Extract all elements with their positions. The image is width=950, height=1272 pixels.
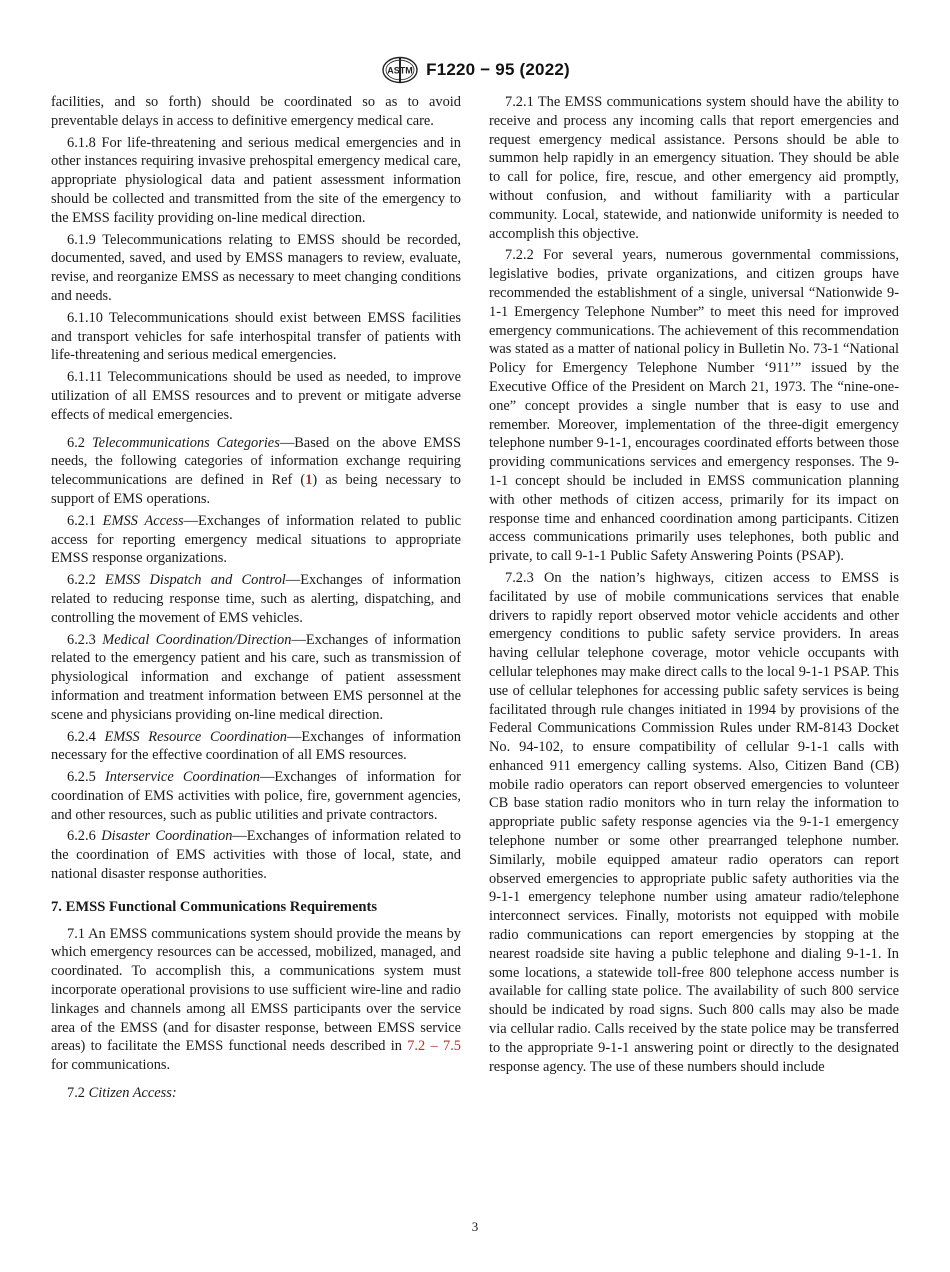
section-7-heading: 7. EMSS Functional Communications Requirements — [51, 898, 378, 915]
paragraph-6-2-6: 6.2.6 Disaster Coordination—Exchanges of information related to the coordination of EMS activities with those of local, state, and national disaster response authorities. — [51, 828, 461, 883]
paragraph-7-1: 7.1 An EMSS communications system should provide the means by which emergency resources can be accessed, mobilized, managed, and coordinated. To accomplish this, a communications system must incorporate operational provisions to use sufficient wire-line and radio linkages and channels among all EMSS participants over the service area of the EMSS (and for disaster response, between EMSS service areas) to facilitate the EMSS functional needs described in 7.2 – 7.5 for communications. — [51, 925, 461, 1074]
page-number: 3 — [471, 1219, 479, 1234]
paragraph-7-2-1: 7.2.1 The EMSS communications system should have the ability to receive and process any incoming calls that report emergencies and request emergency medical assistance. Persons should be able to summon help rapidly in an emergency situation. They should be able to call for police, fire, rescue, and other emergency aid promptly, without confusion, and without familiarity with a particular community. Local, statewide, and nationwide uniformity is needed to accomplish this objective. — [489, 94, 899, 242]
paragraph-6-1-10: 6.1.10 Telecommunications should exist between EMSS facilities and transport vehicles for safe interhospital transfer of patients with life-threatening and serious medical emergencies. — [51, 309, 461, 364]
right-column — [489, 93, 899, 1076]
paragraph-6-2-5: 6.2.5 Interservice Coordination—Exchanges of information for coordination of EMS activities with police, fire, government agencies, and other resources, such as public utilities and private contractors. — [51, 769, 461, 823]
page-header — [0, 55, 950, 85]
astm-logo-icon — [380, 56, 420, 84]
svg-text:ASTM: ASTM — [387, 65, 413, 76]
paragraph-6-2-1: 6.2.1 EMSS Access—Exchanges of information related to public access for reporting emergency medical situations to appropriate EMSS response organizations. — [51, 512, 461, 567]
paragraph-6-2-4: 6.2.4 EMSS Resource Coordination—Exchanges of information necessary for the effective coordination of all EMS resources. — [51, 728, 461, 764]
paragraph-6-2: 6.2 Telecommunications Categories—Based on the above EMSS needs, the following categories of information exchange requiring telecommunications are defined in Ref (1) as being necessary to support of EMS operations. — [51, 434, 461, 507]
paragraph-7-2-3: 7.2.3 On the nation’s highways, citizen access to EMSS is facilitated by use of mobile communications services that enable drivers to rapidly report observed motor vehicle accidents and other emergency conditions to public safety service providers. In areas having cellular telephone coverage, motor vehicle occupants with cellular telephones may make direct calls to the local 9-1-1 PSAP. This use of cellular telephones for accessing public safety services is being facilitated through rule changes initiated in 1994 by provisions of the Federal Communications Commission Rules under RM-8143 Docket No. 94-102, to ensure compatibility of cellular 9-1-1 calls with enhanced 911 emergency calling systems. Also, Citizen Band (CB) mobile radio operators can report observed emergencies to volunteer CB base station radio monitors who in turn relay the information to appropriate public safety response agencies via the 9-1-1 emergency telephone number or some other prearranged telephone number. Similarly, mobile equipped amateur radio operators can report observed emergencies to appropriate public safety authorities via the 9-1-1 emergency telephone number using amateur radio/telephone interconnect services. Finally, motorists not equipped with mobile radio communications can report emergencies by stopping at the nearest roadside site having a public telephone and dialing 9-1-1. In some locations, a statewide toll-free 800 telephone access number is available for calling state police. The availability of such 800 service should be indicated by road signs. Such 800 calls may also be made via cellular radio. Calls received by the state police may be transferred to the appropriate 9-1-1 answering point or directly to the designated response agency. The use of these numbers should include — [489, 569, 899, 1075]
paragraph-continuation: facilities, and so forth) should be coordinated so as to avoid preventable delays in access to definitive emergency medical care. — [51, 94, 461, 129]
paragraph-6-2-2: 6.2.2 EMSS Dispatch and Control—Exchanges of information related to reducing response time, such as alerting, dispatching, and controlling the movement of EMS vehicles. — [51, 572, 461, 626]
paragraph-6-1-8: 6.1.8 For life-threatening and serious medical emergencies and in other instances requiring invasive prehospital emergency medical care, appropriate physiological data and patient assessment information should be collected and transmitted from the site of the emergency to the EMSS facility providing on-line medical direction. — [51, 134, 461, 226]
reference-link[interactable]: 1 — [305, 472, 313, 489]
paragraph-6-2-3: 6.2.3 Medical Coordination/Direction—Exchanges of information related to the emergency patient and his care, such as transmission of physiological information and exchange of patient assessment information and treatment information between EMS personnel at the scene and physicians providing on-line medical direction. — [51, 631, 461, 723]
left-column — [51, 93, 461, 1103]
paragraph-7-2: 7.2 Citizen Access: — [67, 1085, 177, 1102]
paragraph-7-2-2: 7.2.2 For several years, numerous governmental commissions, legislative bodies, private organizations, and citizen groups have recommended the establishment of a single, universal “Nationwide 9-1-1 Emergency Telephone Number” to meet this need for improved emergency communications. The achievement of this recommendation was stated as a matter of national policy in Bulletin No. 73-1 “National Policy for Emergency Telephone Number ‘911’” issued by the Executive Office of the President on March 21, 1973. The “nine-one-one” concept provides a single number that is easy to use and remember. Moreover, implementation of the three-digit emergency telephone number 9-1-1, encourages coordinated efforts between those providing communications services and emergency responses. The 9-1-1 concept should be included in EMSS communication planning with other methods of citizen access, primarily for its impact on response time and enhanced coordination among participants. Citizen access communications primarily uses telephones, both public and private, to call 9-1-1 Public Safety Answering Points (PSAP). — [489, 247, 899, 565]
paragraph-6-1-9: 6.1.9 Telecommunications relating to EMSS should be recorded, documented, saved, and used by EMSS managers to review, evaluate, revise, and reorganize EMSS as necessary to meet changing conditions and needs. — [51, 231, 461, 304]
subsection-title: Telecommunications Categories — [91, 434, 280, 451]
paragraph-6-1-11: 6.1.11 Telecommunications should be used as needed, to improve utilization of all EMSS resources and to prevent or mitigate adverse effects of medical emergencies. — [51, 369, 461, 423]
section-reference-link[interactable]: 7.2 – 7.5 — [407, 1038, 461, 1055]
standard-designation: F1220 − 95 (2022) — [426, 60, 570, 79]
